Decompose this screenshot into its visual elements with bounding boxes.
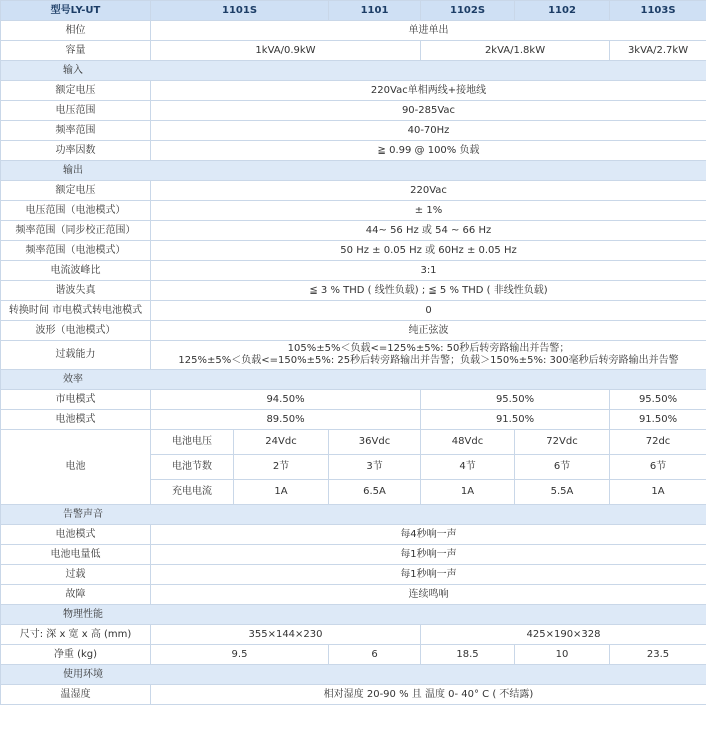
section-efficiency bbox=[1, 370, 706, 390]
output-transfer-time-label: 转换时间 市电模式转电池模式 bbox=[1, 301, 151, 321]
environment-humidity-label: 温湿度 bbox=[1, 685, 151, 705]
efficiency-battery-label: 电池模式 bbox=[1, 410, 151, 430]
section-alarm-title: 告警声音 bbox=[1, 505, 706, 525]
output-thd-value: ≦ 3 % THD ( 线性负载) ; ≦ 5 % THD ( 非线性负载) bbox=[151, 281, 706, 301]
output-overload-value bbox=[151, 341, 706, 370]
battery-voltage-1101s: 24Vdc bbox=[234, 430, 329, 455]
efficiency-battery-2k: 91.50% bbox=[421, 410, 610, 430]
alarm-overload-value: 每1秒响一声 bbox=[151, 565, 706, 585]
alarm-battery-mode-value: 每4秒响一声 bbox=[151, 525, 706, 545]
capacity-label: 容量 bbox=[1, 41, 151, 61]
alarm-battery-mode-label: 电池模式 bbox=[1, 525, 151, 545]
physical-weight-1102: 10 bbox=[515, 645, 610, 665]
physical-dimensions-label: 尺寸: 深 x 宽 x 高 (mm) bbox=[1, 625, 151, 645]
efficiency-line-label: 市电模式 bbox=[1, 390, 151, 410]
environment-humidity-value: 相对湿度 20-90 % 且 温度 0- 40° C ( 不结露) bbox=[151, 685, 706, 705]
output-thd-row bbox=[1, 281, 706, 301]
model-1101: 1101 bbox=[329, 1, 421, 21]
battery-count-1103s: 6节 bbox=[610, 455, 706, 480]
battery-count-1102: 6节 bbox=[515, 455, 610, 480]
section-efficiency-title: 效率 bbox=[1, 370, 706, 390]
alarm-low-battery-label: 电池电量低 bbox=[1, 545, 151, 565]
input-power-factor-label: 功率因数 bbox=[1, 141, 151, 161]
alarm-low-battery-row bbox=[1, 545, 706, 565]
physical-dimensions-small: 355×144×230 bbox=[151, 625, 421, 645]
model-1103s: 1103S bbox=[610, 1, 706, 21]
section-input bbox=[1, 61, 706, 81]
output-rated-voltage-value: 220Vac bbox=[151, 181, 706, 201]
phase-label: 相位 bbox=[1, 21, 151, 41]
output-transfer-time-value: 0 bbox=[151, 301, 706, 321]
physical-weight-label: 净重 (kg) bbox=[1, 645, 151, 665]
section-input-title: 输入 bbox=[1, 61, 706, 81]
section-physical-title: 物理性能 bbox=[1, 605, 706, 625]
model-1101s: 1101S bbox=[151, 1, 329, 21]
output-voltage-range-value: ± 1% bbox=[151, 201, 706, 221]
input-rated-voltage-value: 220Vac单相两线+接地线 bbox=[151, 81, 706, 101]
environment-humidity-row bbox=[1, 685, 706, 705]
efficiency-battery-3k: 91.50% bbox=[610, 410, 706, 430]
efficiency-battery-1k: 89.50% bbox=[151, 410, 421, 430]
efficiency-line-1k: 94.50% bbox=[151, 390, 421, 410]
output-overload-row bbox=[1, 341, 706, 370]
output-frequency-battery-label: 频率范围（电池模式） bbox=[1, 241, 151, 261]
section-environment-title: 使用环境 bbox=[1, 665, 706, 685]
overload-line-2: 125%±5%＜负载<=150%±5%: 25秒后转旁路输出并告警；负载＞150%±5%: 300毫秒后转旁路输出并告警 bbox=[178, 355, 679, 366]
input-power-factor-row bbox=[1, 141, 706, 161]
capacity-1k: 1kVA/0.9kW bbox=[151, 41, 421, 61]
output-crest-factor-value: 3:1 bbox=[151, 261, 706, 281]
input-voltage-range-label: 电压范围 bbox=[1, 101, 151, 121]
output-frequency-battery-row bbox=[1, 241, 706, 261]
input-rated-voltage-label: 额定电压 bbox=[1, 81, 151, 101]
input-frequency-range-label: 频率范围 bbox=[1, 121, 151, 141]
model-1102: 1102 bbox=[515, 1, 610, 21]
physical-weight-1102s: 18.5 bbox=[421, 645, 515, 665]
physical-weight-row bbox=[1, 645, 706, 665]
output-frequency-battery-value: 50 Hz ± 0.05 Hz 或 60Hz ± 0.05 Hz bbox=[151, 241, 706, 261]
efficiency-battery-row bbox=[1, 410, 706, 430]
input-frequency-range-value: 40-70Hz bbox=[151, 121, 706, 141]
output-crest-factor-row bbox=[1, 261, 706, 281]
phase-value: 单进单出 bbox=[151, 21, 706, 41]
physical-weight-1101s: 9.5 bbox=[151, 645, 329, 665]
output-waveform-label: 波形（电池模式） bbox=[1, 321, 151, 341]
output-transfer-time-row bbox=[1, 301, 706, 321]
alarm-fault-label: 故障 bbox=[1, 585, 151, 605]
output-voltage-range-label: 电压范围（电池模式） bbox=[1, 201, 151, 221]
alarm-battery-mode-row bbox=[1, 525, 706, 545]
alarm-fault-row bbox=[1, 585, 706, 605]
output-waveform-value: 纯正弦波 bbox=[151, 321, 706, 341]
battery-voltage-row bbox=[1, 430, 706, 455]
input-voltage-range-row bbox=[1, 101, 706, 121]
battery-voltage-1103s: 72dc bbox=[610, 430, 706, 455]
input-frequency-range-row bbox=[1, 121, 706, 141]
section-output-title: 输出 bbox=[1, 161, 706, 181]
battery-count-1101: 3节 bbox=[329, 455, 421, 480]
physical-dimensions-row bbox=[1, 625, 706, 645]
output-frequency-sync-row bbox=[1, 221, 706, 241]
section-alarm bbox=[1, 505, 706, 525]
battery-label: 电池 bbox=[1, 430, 151, 505]
model-label: 型号LY-UT bbox=[1, 1, 151, 21]
battery-voltage-1101: 36Vdc bbox=[329, 430, 421, 455]
physical-weight-1103s: 23.5 bbox=[610, 645, 706, 665]
battery-count-1101s: 2节 bbox=[234, 455, 329, 480]
battery-count-label: 电池节数 bbox=[151, 455, 234, 480]
battery-charge-label: 充电电流 bbox=[151, 480, 234, 505]
alarm-overload-row bbox=[1, 565, 706, 585]
input-rated-voltage-row bbox=[1, 81, 706, 101]
capacity-2k: 2kVA/1.8kW bbox=[421, 41, 610, 61]
output-overload-label: 过载能力 bbox=[1, 341, 151, 370]
phase-row bbox=[1, 21, 706, 41]
section-output bbox=[1, 161, 706, 181]
battery-voltage-1102: 72Vdc bbox=[515, 430, 610, 455]
battery-voltage-label: 电池电压 bbox=[151, 430, 234, 455]
efficiency-line-3k: 95.50% bbox=[610, 390, 706, 410]
alarm-fault-value: 连续鸣响 bbox=[151, 585, 706, 605]
battery-charge-1103s: 1A bbox=[610, 480, 706, 505]
output-voltage-range-row bbox=[1, 201, 706, 221]
battery-charge-1102: 5.5A bbox=[515, 480, 610, 505]
physical-weight-1101: 6 bbox=[329, 645, 421, 665]
input-power-factor-value: ≧ 0.99 @ 100% 负载 bbox=[151, 141, 706, 161]
output-thd-label: 谐波失真 bbox=[1, 281, 151, 301]
capacity-3k: 3kVA/2.7kW bbox=[610, 41, 706, 61]
input-voltage-range-value: 90-285Vac bbox=[151, 101, 706, 121]
overload-line-1: 105%±5%＜负载<=125%±5%: 50秒后转旁路输出并告警； bbox=[287, 343, 570, 354]
alarm-low-battery-value: 每1秒响一声 bbox=[151, 545, 706, 565]
alarm-overload-label: 过载 bbox=[1, 565, 151, 585]
model-1102s: 1102S bbox=[421, 1, 515, 21]
capacity-row bbox=[1, 41, 706, 61]
efficiency-line-row bbox=[1, 390, 706, 410]
output-rated-voltage-label: 额定电压 bbox=[1, 181, 151, 201]
output-crest-factor-label: 电流波峰比 bbox=[1, 261, 151, 281]
output-frequency-sync-value: 44~ 56 Hz 或 54 ~ 66 Hz bbox=[151, 221, 706, 241]
header-row bbox=[1, 1, 706, 21]
battery-count-1102s: 4节 bbox=[421, 455, 515, 480]
battery-charge-1101: 6.5A bbox=[329, 480, 421, 505]
output-rated-voltage-row bbox=[1, 181, 706, 201]
output-frequency-sync-label: 频率范围（同步校正范围） bbox=[1, 221, 151, 241]
section-environment bbox=[1, 665, 706, 685]
battery-voltage-1102s: 48Vdc bbox=[421, 430, 515, 455]
battery-charge-1102s: 1A bbox=[421, 480, 515, 505]
efficiency-line-2k: 95.50% bbox=[421, 390, 610, 410]
section-physical bbox=[1, 605, 706, 625]
output-waveform-row bbox=[1, 321, 706, 341]
battery-charge-1101s: 1A bbox=[234, 480, 329, 505]
physical-dimensions-large: 425×190×328 bbox=[421, 625, 706, 645]
